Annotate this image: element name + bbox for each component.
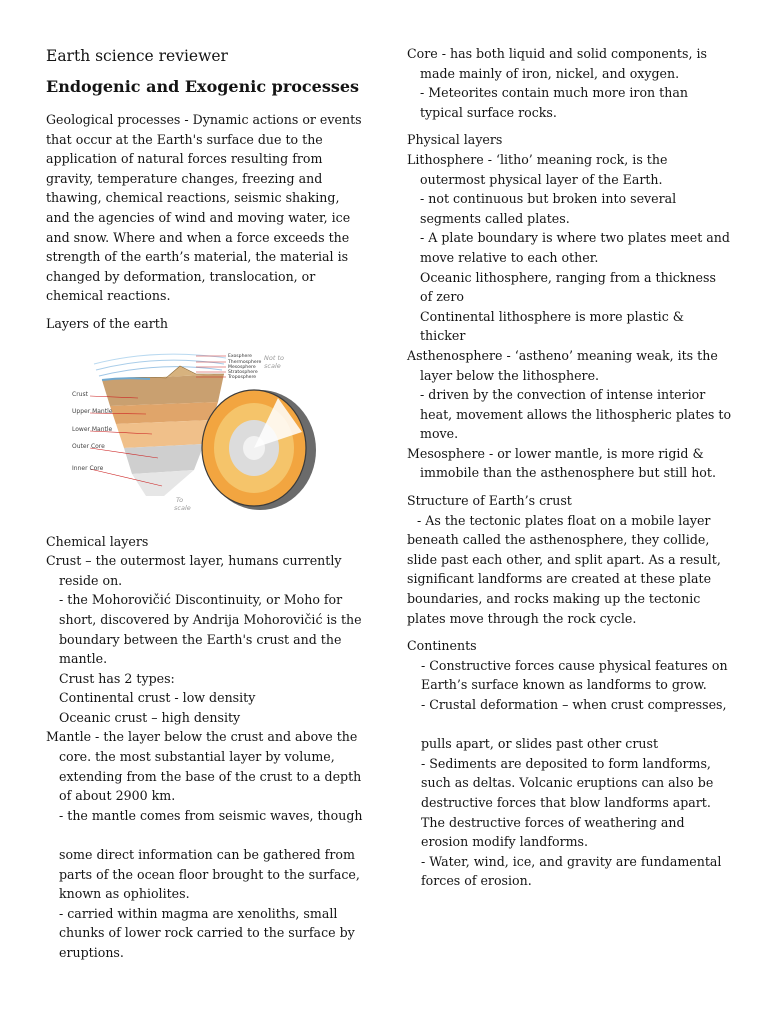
label-lower-mantle: Lower Mantle xyxy=(72,425,113,433)
lithosphere-paragraph: Lithosphere - ‘litho’ meaning rock, is the outermost physical layer of the Earth. xyxy=(407,151,668,187)
plate-boundary-paragraph: - A plate boundary is where two plates meet and move relative to each other. xyxy=(420,230,730,265)
left-column xyxy=(46,44,366,963)
meteorites-paragraph: - Meteorites contain much more iron than typical surface rocks. xyxy=(420,85,688,120)
convection-paragraph: - driven by the convection of intense interior heat, movement allows the lithospheric plates to move. xyxy=(420,387,732,442)
constructive-paragraph: - Constructive forces cause physical features on Earth’s surface known as landforms to grow. xyxy=(421,657,728,693)
label-troposphere: Troposphere xyxy=(228,374,257,380)
mantle-paragraph: Mantle - the layer below the crust and above the core. the most substantial layer by volume, extending from the base of the crust to a depth of about 2900 km. xyxy=(46,729,362,804)
outer-core-layer xyxy=(124,444,204,474)
right-column xyxy=(407,44,732,891)
crustal-deformation: - Crustal deformation – when crust compresses, xyxy=(421,697,727,712)
earth-layers-figure xyxy=(46,336,316,526)
pulls-apart: pulls apart, or slides past other crust xyxy=(421,736,658,752)
label-inner-core: Inner Core xyxy=(72,464,104,472)
continental-crust: Continental crust - low density xyxy=(59,690,256,706)
erosion-paragraph: - Water, wind, ice, and gravity are fundamental forces of erosion. xyxy=(421,853,722,889)
ophiolites-paragraph: some direct information can be gathered from parts of the ocean floor brought to the surface, known as ophiolites. xyxy=(59,847,360,902)
label-outer-core: Outer Core xyxy=(72,442,105,450)
asthenosphere-paragraph: Asthenosphere - ‘astheno’ meaning weak, its the layer below the lithosphere. xyxy=(407,347,718,383)
label-upper-mantle: Upper Mantle xyxy=(72,407,113,415)
core-paragraph: Core - has both liquid and solid components, is made mainly of iron, nickel, and oxygen. xyxy=(407,46,707,81)
section-heading-processes: Endogenic and Exogenic processes xyxy=(46,77,360,96)
intro-paragraph: Geological processes - Dynamic actions or events that occur at the Earth's surface due to the application of natural forces resulting from gravity, temperature changes, freezing and thawing, chemical reactions, seismic shaking, and the agencies of wind and moving water, ice and snow. Where and when a force exceeds the strength of the earth’s material, the material is changed by deformation, translocation, or chemical reactions. xyxy=(46,112,362,304)
inner-core-layer xyxy=(132,470,194,496)
plates-paragraph: - not continuous but broken into several segments called plates. xyxy=(420,191,677,226)
document-title: Earth science reviewer xyxy=(46,47,228,65)
mesosphere-paragraph: Mesosphere - or lower mantle, is more rigid & immobile than the asthenosphere but still hot. xyxy=(407,445,716,481)
note-to-scale-2: scale xyxy=(174,503,191,512)
crust-paragraph: Crust – the outermost layer, humans currently reside on. xyxy=(46,553,342,588)
label-stratosphere: Stratosphere xyxy=(228,369,258,375)
continental-lithosphere: Continental lithosphere is more plastic & thicker xyxy=(420,308,684,344)
atmosphere-arc xyxy=(94,354,226,364)
atmosphere-arc xyxy=(96,360,224,370)
continents-heading: Continents xyxy=(407,638,477,654)
label-exosphere: Exosphere xyxy=(228,353,252,359)
label-thermosphere: Thermosphere xyxy=(228,359,262,365)
crust-types: Crust has 2 types: xyxy=(59,670,175,686)
moho-paragraph: - the Mohorovičić Discontinuity, or Moho for short, discovered by Andrija Mohorovičić is the boundary between the Earth's crust and the mantle. xyxy=(59,592,362,667)
structure-paragraph: - As the tectonic plates float on a mobile layer beneath called the asthenosphere, they collide, slide past each other, and split apart. As a result, significant landforms are created at these plate boundaries, and rocks making up the tectonic plates move through the rock cycle. xyxy=(407,512,721,626)
label-crust: Crust xyxy=(72,390,88,398)
note-not-to-scale-2: scale xyxy=(264,361,281,370)
xenoliths-paragraph: - carried within magma are xenoliths, small chunks of lower rock carried to the surface by eruptions. xyxy=(59,905,355,960)
sediments-paragraph: - Sediments are deposited to form landforms, such as deltas. Volcanic eruptions can also be destructive forces that blow landforms apart. The destructive forces of weathering and erosion modify landforms. xyxy=(421,755,714,850)
note-not-to-scale-1: Not to xyxy=(264,353,284,362)
earth-layers-diagram xyxy=(46,336,316,526)
oceanic-lithosphere: Oceanic lithosphere, ranging from a thickness of zero xyxy=(420,269,716,305)
physical-layers-heading: Physical layers xyxy=(407,132,503,148)
label-mesosphere: Mesosphere xyxy=(228,364,256,370)
oceanic-crust: Oceanic crust – high density xyxy=(59,709,241,725)
lower-mantle-layer xyxy=(116,420,212,448)
structure-heading: Structure of Earth’s crust xyxy=(407,493,572,509)
note-to-scale-1: To xyxy=(176,495,184,504)
chemical-layers-heading: Chemical layers xyxy=(46,533,149,549)
mantle-seismic: - the mantle comes from seismic waves, though xyxy=(59,807,363,823)
layers-heading: Layers of the earth xyxy=(46,315,168,331)
